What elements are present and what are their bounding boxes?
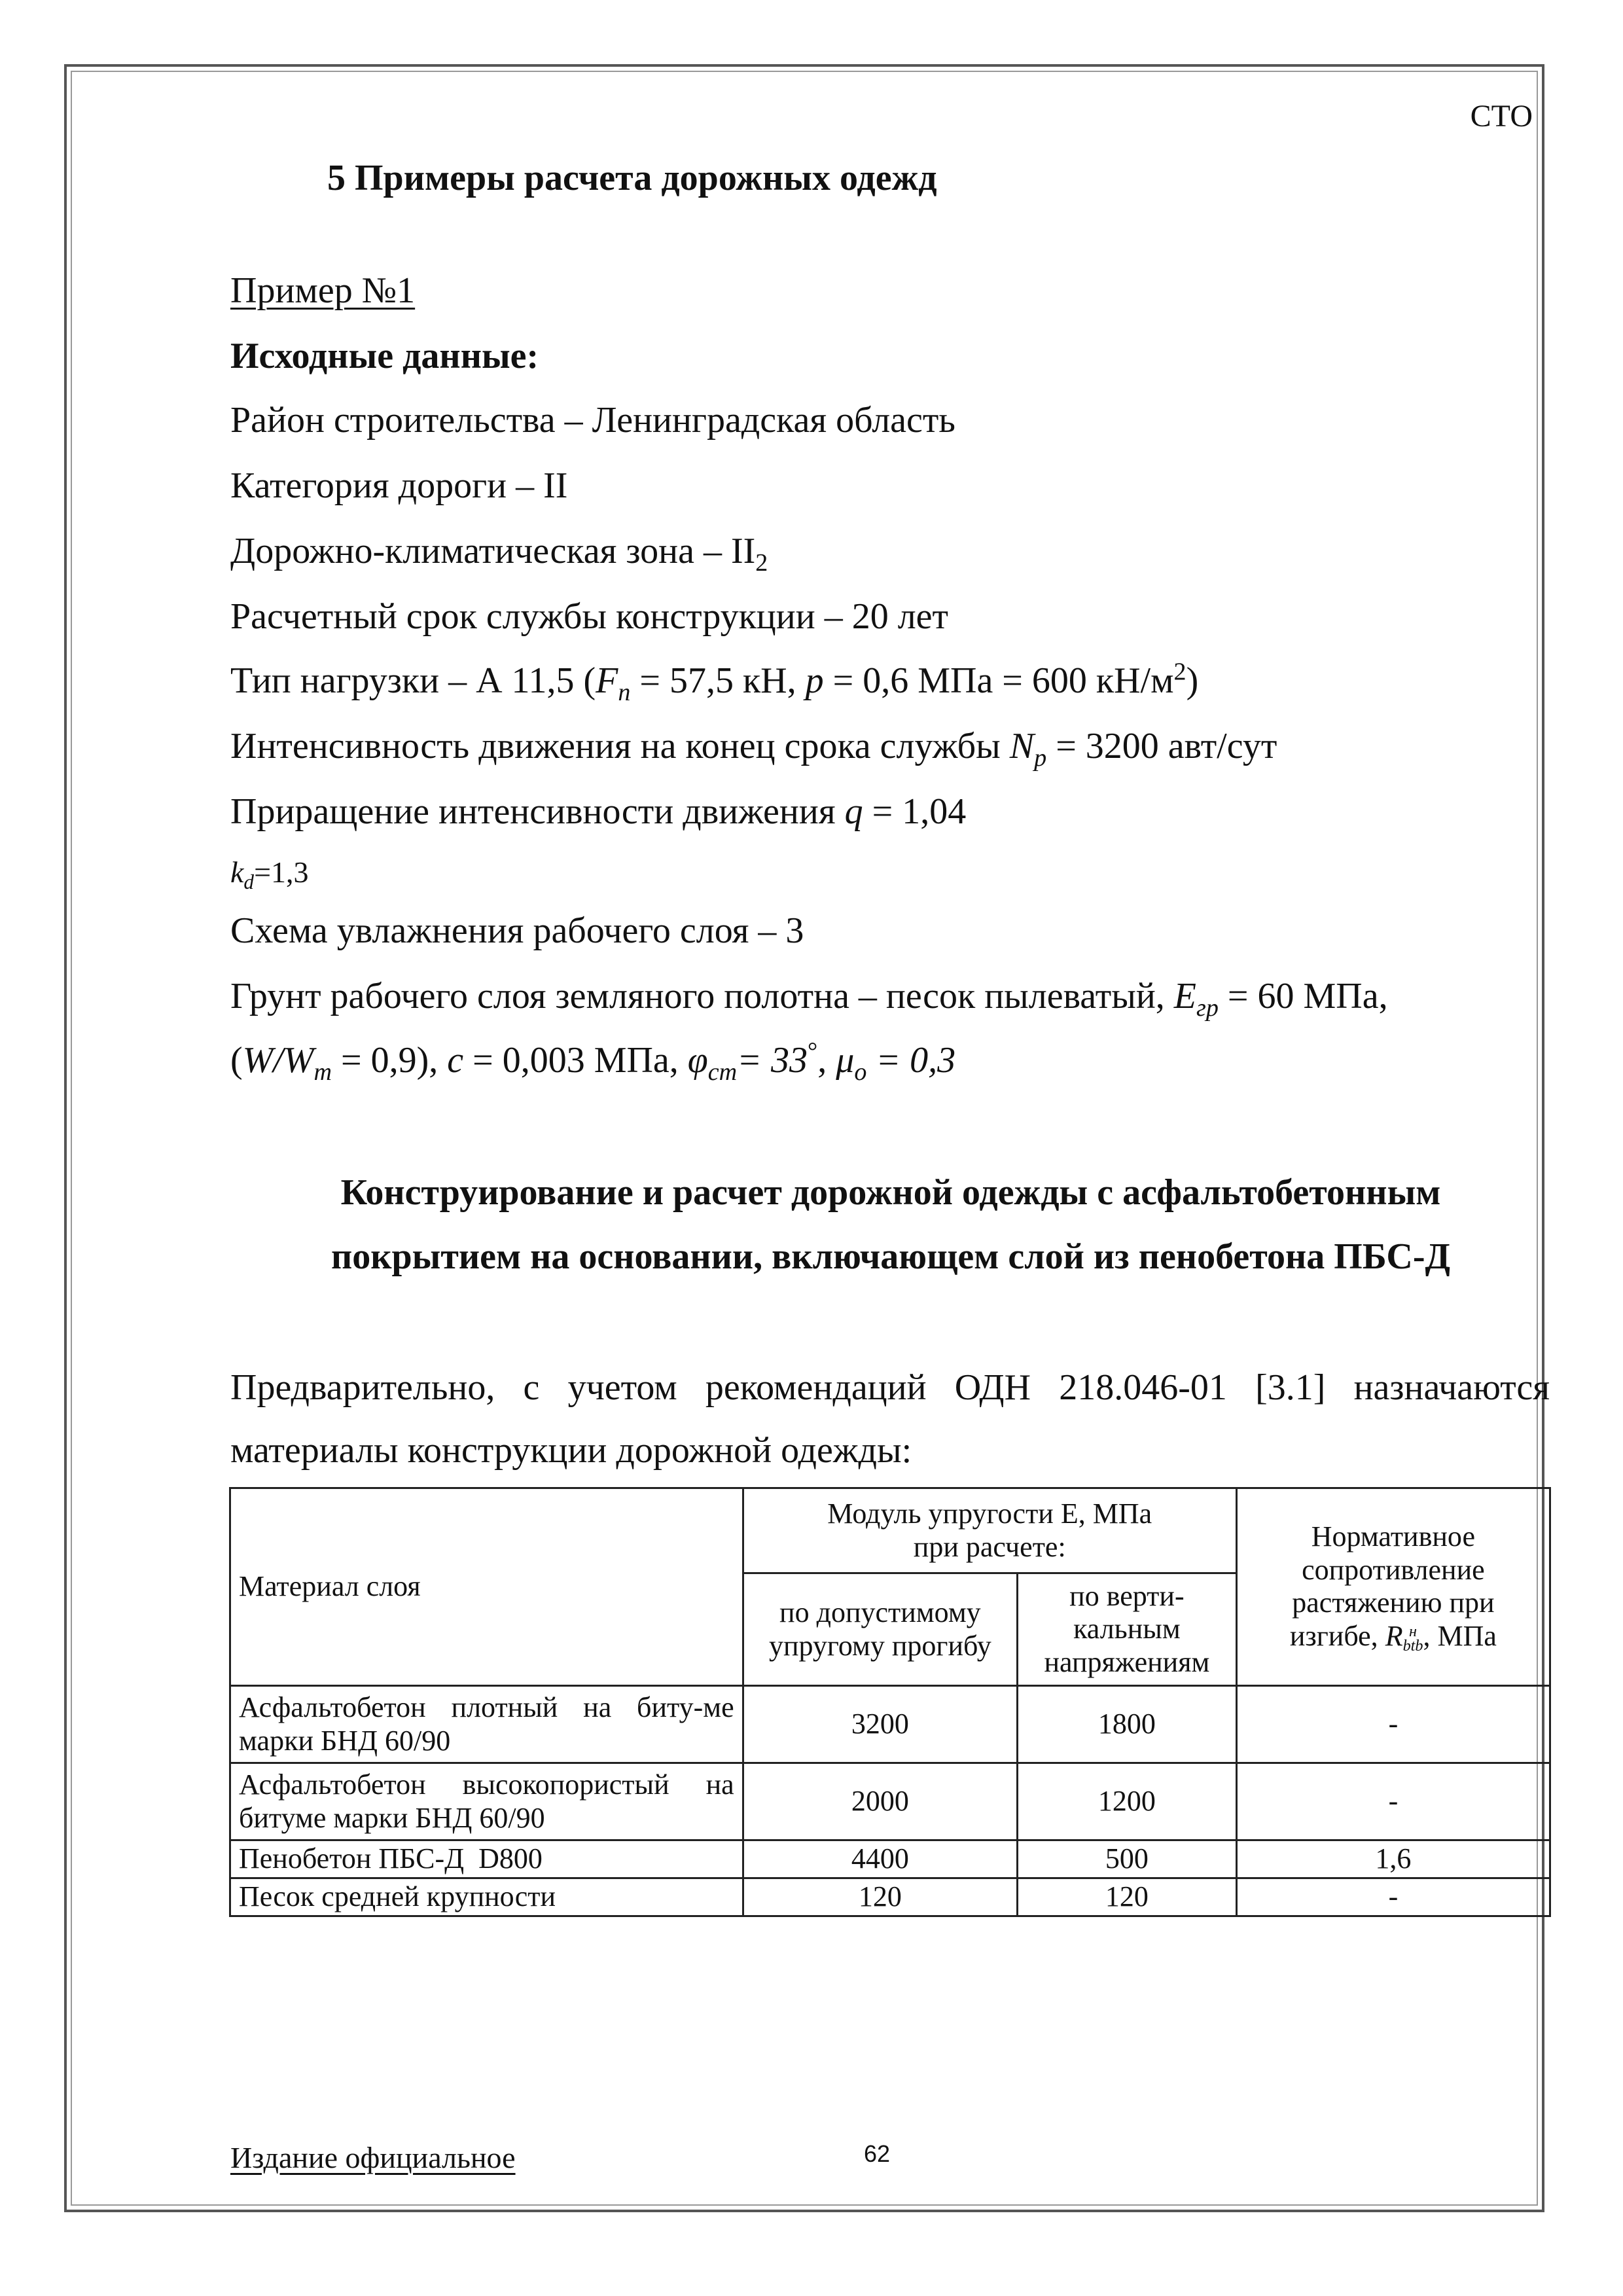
poisson-separator: ,: [817, 1040, 836, 1081]
row-material: Песок средней крупности: [230, 1878, 743, 1916]
load-force-value: = 57,5 кН,: [630, 660, 806, 701]
load-suffix: ): [1186, 660, 1199, 701]
example-label: Пример №1: [230, 270, 416, 311]
resistance-superscript: н: [1409, 1623, 1418, 1641]
traffic-intensity: [230, 726, 1277, 772]
header-modulus: [743, 1488, 1236, 1573]
row-deflection: 2000: [743, 1763, 1017, 1840]
row-resistance: 1,6: [1236, 1840, 1550, 1878]
header-resistance-text: Нормативное сопротивление растяжению при изгибе,: [1289, 1520, 1495, 1653]
row-resistance: -: [1236, 1878, 1550, 1916]
soil-line-2: [230, 1037, 956, 1086]
road-category: Категория дороги – II: [230, 465, 568, 506]
traffic-subscript: p: [1034, 744, 1047, 772]
friction-angle-value: = 33: [737, 1040, 808, 1081]
traffic-prefix: Интенсивность движения на конец срока службы: [230, 726, 1010, 766]
row-deflection: 120: [743, 1878, 1017, 1916]
row-resistance: -: [1236, 1763, 1550, 1840]
kd-coefficient: [230, 855, 309, 894]
row-material: Асфальтобетон плотный на биту-ме марки БНД 60/90: [230, 1686, 743, 1763]
section-title: 5 Примеры расчета дорожных одежд: [327, 158, 937, 198]
header-deflection: по допустимому упругому прогибу: [743, 1573, 1017, 1686]
header-material: Материал слоя: [230, 1488, 743, 1686]
row-resistance: -: [1236, 1686, 1550, 1763]
kd-value: =1,3: [254, 855, 309, 889]
row-vertical: 1800: [1018, 1686, 1237, 1763]
load-pressure-value: = 0,6 МПа = 600 кН/м: [823, 660, 1174, 701]
construction-region: Район строительства – Ленинградская область: [230, 400, 955, 440]
row-material: Асфальтобетон высокопористый на битуме марки БНД 60/90: [230, 1763, 743, 1840]
load-type: [230, 658, 1199, 707]
header-modulus-line-1: Модуль упругости Е, МПа: [827, 1497, 1152, 1530]
traffic-value: = 3200 авт/сут: [1046, 726, 1277, 766]
moisture-ratio-symbol: W/W: [242, 1040, 314, 1081]
soil-paren-open: (: [230, 1040, 243, 1081]
soil-prefix: Грунт рабочего слоя земляного полотна – песок пылеватый,: [230, 976, 1174, 1016]
load-unit-superscript: 2: [1173, 658, 1186, 686]
moisture-ratio-subscript: m: [313, 1058, 332, 1086]
table-row: [230, 1763, 1550, 1840]
cohesion-symbol: c: [447, 1040, 464, 1081]
climate-zone-text: Дорожно-климатическая зона – II: [230, 531, 756, 571]
resistance-subscript: btb: [1402, 1636, 1423, 1655]
load-prefix: Тип нагрузки – А 11,5 (: [230, 660, 596, 701]
load-pressure-symbol: p: [805, 660, 824, 701]
row-deflection: 4400: [743, 1840, 1017, 1878]
table-row: [230, 1686, 1550, 1763]
design-title-line-2: покрытием на основании, включающем слой из пенобетона ПБС-Д: [330, 1236, 1451, 1277]
initial-data-title: Исходные данные:: [230, 336, 539, 376]
moisture-ratio-value: = 0,9),: [332, 1040, 448, 1081]
soil-modulus-value: = 60 МПа,: [1218, 976, 1388, 1016]
moisture-scheme: Схема увлажнения рабочего слоя – 3: [230, 910, 804, 951]
kd-subscript: d: [243, 870, 255, 894]
header-resistance: [1236, 1488, 1550, 1686]
row-vertical: 1200: [1018, 1763, 1237, 1840]
growth-value: = 1,04: [863, 791, 967, 832]
resistance-indices: [1403, 1624, 1423, 1653]
friction-angle-subscript: cm: [707, 1058, 738, 1086]
poisson-value: = 0,3: [866, 1040, 956, 1081]
header-modulus-line-2: при расчете:: [913, 1530, 1066, 1563]
document-code: СТО: [1470, 99, 1533, 134]
table-row: [230, 1878, 1550, 1916]
kd-symbol: k: [230, 855, 244, 889]
soil-modulus-symbol: E: [1173, 976, 1196, 1016]
row-vertical: 120: [1018, 1878, 1237, 1916]
traffic-symbol: N: [1009, 726, 1035, 766]
poisson-subscript: o: [854, 1058, 867, 1086]
climate-zone-subscript: 2: [755, 549, 768, 577]
table-row: [230, 1840, 1550, 1878]
load-force-subscript: n: [618, 679, 631, 707]
soil-modulus-subscript: гр: [1196, 994, 1219, 1022]
intro-line-2: материалы конструкции дорожной одежды:: [230, 1430, 912, 1471]
degree-sign: °: [807, 1037, 818, 1066]
service-life: Расчетный срок службы конструкции – 20 лет: [230, 596, 948, 637]
resistance-unit: , МПа: [1423, 1620, 1497, 1653]
resistance-symbol: R: [1385, 1620, 1403, 1653]
design-title-line-1: Конструирование и расчет дорожной одежды с асфальтобетонным: [340, 1172, 1441, 1213]
poisson-symbol: μ: [836, 1040, 855, 1081]
traffic-growth: [230, 792, 966, 833]
row-material: Пенобетон ПБС-Д D800: [230, 1840, 743, 1878]
growth-prefix: Приращение интенсивности движения: [230, 791, 845, 832]
soil-line-1: [230, 976, 1388, 1022]
header-vertical: по верти-кальным напряжениям: [1018, 1573, 1237, 1686]
friction-angle-symbol: φ: [687, 1040, 708, 1081]
load-force-symbol: F: [596, 660, 618, 701]
row-vertical: 500: [1018, 1840, 1237, 1878]
row-deflection: 3200: [743, 1686, 1017, 1763]
climate-zone: [230, 531, 768, 577]
intro-line-1: Предварительно, с учетом рекомендаций ОДН 218.046-01 [3.1] назначаются: [230, 1367, 1550, 1408]
official-edition-label: Издание официальное: [230, 2141, 516, 2174]
page-number: 62: [864, 2140, 891, 2167]
growth-symbol: q: [844, 791, 863, 832]
table-header-row-1: [230, 1488, 1550, 1573]
header-resistance-symbol-group: [1385, 1620, 1497, 1655]
cohesion-value: = 0,003 МПа,: [463, 1040, 688, 1081]
materials-table: [229, 1487, 1551, 1917]
